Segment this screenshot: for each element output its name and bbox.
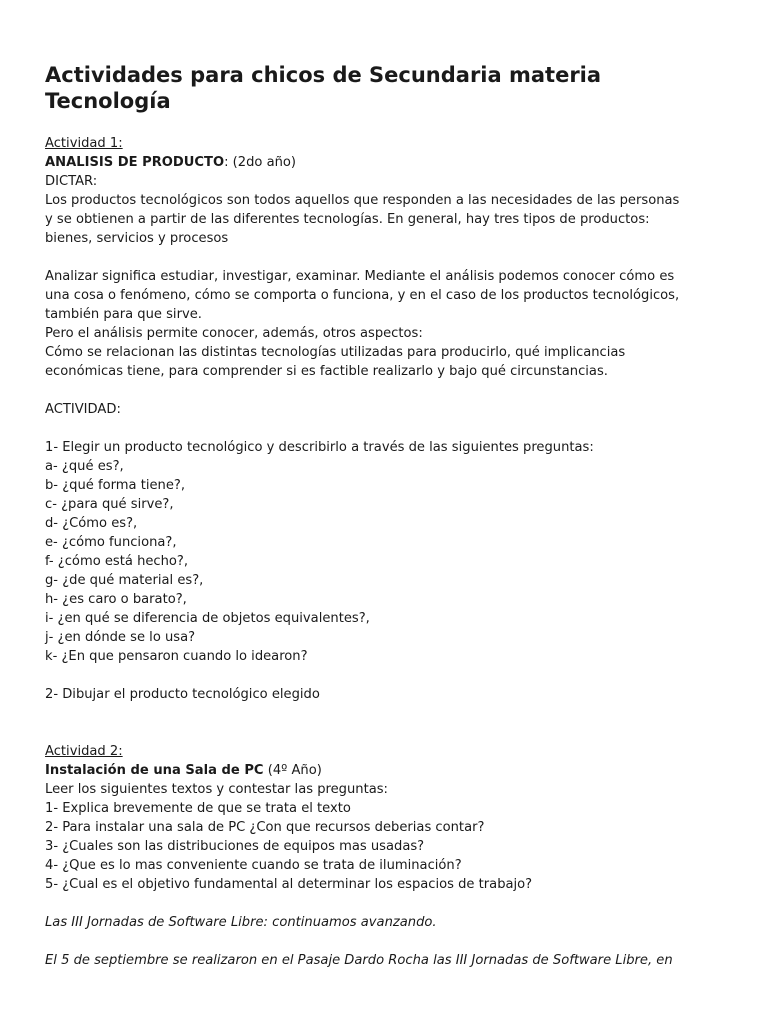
list-item: 5- ¿Cual es el objetivo fundamental al determinar los espacios de trabajo? [45,877,533,892]
page-title [45,62,735,114]
page-title-line-1: Actividades para chicos de Secundaria materia [45,63,602,87]
list-item: a- ¿qué es?, [45,459,124,474]
activity-2-subtitle [45,761,735,780]
activity-2-intro: Leer los siguientes textos y contestar las preguntas: [45,782,388,797]
list-item: h- ¿es caro o barato?, [45,592,187,607]
activity-1-heading: Actividad 1: [45,136,123,151]
actividad-label: ACTIVIDAD: [45,402,121,417]
page-title-line-2: Tecnología [45,89,171,113]
list-item: 2- Para instalar una sala de PC ¿Con que recursos deberias contar? [45,820,485,835]
task-2: 2- Dibujar el producto tecnológico elegido [45,687,320,702]
list-item: i- ¿en qué se diferencia de objetos equivalentes?, [45,611,370,626]
list-item: f- ¿cómo está hecho?, [45,554,189,569]
activity-2-section [45,742,735,970]
list-item: 3- ¿Cuales son las distribuciones de equipos mas usadas? [45,839,425,854]
list-item: 4- ¿Que es lo mas conveniente cuando se trata de iluminación? [45,858,462,873]
paragraph-line: una cosa o fenómeno, cómo se comporta o funciona, y en el caso de los productos tecnológicos, [45,288,680,303]
list-item: 1- Explica brevemente de que se trata el texto [45,801,351,816]
paragraph-line: Cómo se relacionan las distintas tecnologías utilizadas para producirlo, qué implicancias [45,345,626,360]
paragraph-2 [45,267,735,381]
activity-1-subtitle-rest: : (2do año) [224,155,297,170]
list-item: d- ¿Cómo es?, [45,516,138,531]
list-item: c- ¿para qué sirve?, [45,497,174,512]
activity-2-subtitle-rest: (4º Año) [263,763,322,778]
list-item: j- ¿en dónde se lo usa? [45,630,196,645]
paragraph-line: y se obtienen a partir de las diferentes tecnologías. En general, hay tres tipos de productos: [45,212,650,227]
dictar-label: DICTAR: [45,174,98,189]
paragraph-line: económicas tiene, para comprender si es factible realizarlo y bajo qué circunstancias. [45,364,608,379]
article-first-line: El 5 de septiembre se realizaron en el Pasaje Dardo Rocha las III Jornadas de Software Libre, en [45,953,673,968]
article-title: Las III Jornadas de Software Libre: continuamos avanzando. [45,915,437,930]
list-item: e- ¿cómo funciona?, [45,535,177,550]
paragraph-line: bienes, servicios y procesos [45,231,229,246]
activity-2-subtitle-bold: Instalación de una Sala de PC [45,763,264,778]
document-page [45,62,735,970]
paragraph-1 [45,191,735,248]
question-list-1 [45,457,735,666]
question-list-2 [45,799,735,894]
activity-1-subtitle-bold: ANALISIS DE PRODUCTO [45,155,225,170]
paragraph-line: también para que sirve. [45,307,202,322]
list-item: k- ¿En que pensaron cuando lo idearon? [45,649,308,664]
activity-1-section [45,134,735,704]
paragraph-line: Analizar significa estudiar, investigar, examinar. Mediante el análisis podemos conocer cómo es [45,269,675,284]
list-item: b- ¿qué forma tiene?, [45,478,185,493]
activity-1-subtitle [45,153,735,172]
list-item: g- ¿de qué material es?, [45,573,204,588]
activity-2-heading: Actividad 2: [45,744,123,759]
task-1: 1- Elegir un producto tecnológico y describirlo a través de las siguientes preguntas: [45,440,594,455]
paragraph-line: Los productos tecnológicos son todos aquellos que responden a las necesidades de las personas [45,193,680,208]
paragraph-line: Pero el análisis permite conocer, además, otros aspectos: [45,326,423,341]
